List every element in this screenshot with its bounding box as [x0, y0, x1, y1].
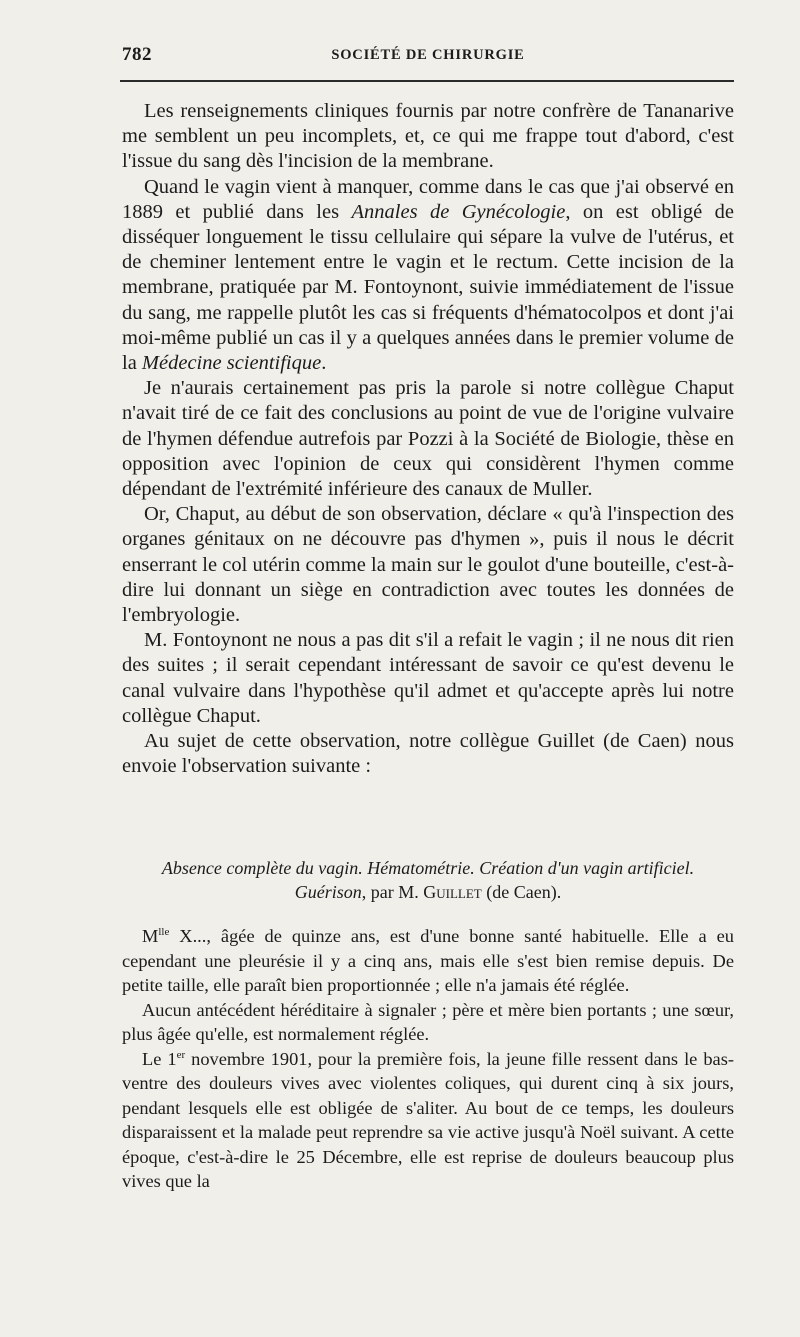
main-text	[122, 99, 734, 779]
observation-p1-text: X..., âgée de quinze ans, est d'une bonne santé habituelle. Elle a eu cependant une pleurésie il y a cinq ans, mais elle s'est bien remise depuis. De petite taille, elle paraît bien proportionnée ; elle n'a jamais été réglée.	[122, 926, 734, 995]
observation-title-line-1: Absence complète du vagin. Hématométrie. Création d'un vagin artificiel.	[161, 858, 695, 878]
observation-title	[122, 856, 734, 904]
paragraph-4: Or, Chaput, au début de son observation, déclare « qu'à l'inspection des organes génitaux on ne découvre pas d'hymen », puis il nous le décrit enserrant le col utérin comme la main sur le goulot d'une bouteille, c'est-à-dire lui donnant un siège en contradiction avec toutes les données de l'embryologie.	[122, 503, 734, 627]
observation-text	[122, 924, 734, 1194]
paragraph-2-text-c: .	[321, 352, 327, 375]
observation-place: (de Caen).	[481, 882, 562, 902]
observation-paragraph-2: Aucun antécédent héréditaire à signaler ; père et mère bien portants ; une sœur, plus âgée qu'elle, est normalement réglée.	[122, 999, 734, 1044]
observation-title-guerison: Guérison	[294, 882, 362, 902]
observation-author: Guillet	[423, 882, 482, 902]
observation-title-line-2	[122, 880, 734, 904]
observation-paragraph-1	[122, 924, 734, 998]
observation-p1-sup: lle	[158, 925, 170, 938]
page-number: 782	[122, 44, 152, 65]
observation-p3-a: Le 1	[142, 1048, 177, 1069]
journal-title-annales: Annales de Gynécologie	[351, 200, 566, 223]
paragraph-2-text-b: , on est obligé de disséquer longuement le tissu cellulaire qui sépare la vulve de l'utérus, et de cheminer lentement entre le vagin et le rectum. Cette incision de la membrane, pratiquée par M. Fontoynont, suivie immédiatement de l'issue du sang, me rappelle plutôt les cas si fréquents d'hématocolpos et dont j'ai moi-même publié un cas il y a quelques années dans le premier volume de la	[122, 200, 734, 375]
observation-p3-b: novembre 1901, pour la première fois, la jeune fille ressent dans le bas-ventre des douleurs vives avec violentes coliques, qui durent cinq à six jours, pendant lesquels elle est obligée de s'aliter. Au bout de ce temps, les douleurs disparaissent et la malade peut reprendre sa vie active jusqu'à Noël suivant. A cette époque, c'est-à-dire le 25 Décembre, elle est reprise de douleurs beaucoup plus vives que la	[122, 1048, 734, 1191]
paragraph-5: M. Fontoynont ne nous a pas dit s'il a refait le vagin ; il ne nous dit rien des suites ; il serait cependant intéressant de savoir ce qu'est devenu le canal vulvaire dans l'hypothèse qu'il admet et qu'accepte après lui notre collègue Chaput.	[122, 629, 734, 727]
paragraph-2-text-a: Quand le vagin vient à manquer, comme dans le cas que j'ai observé en 1889 et publié dans les	[122, 175, 734, 223]
observation-paragraph-3	[122, 1047, 734, 1194]
paragraph-1: Les renseignements cliniques fournis par notre confrère de Tananarive me semblent un peu incomplets, et, ce qui me frappe tout d'abord, c'est l'issue du sang dès l'incision de la membrane.	[122, 100, 734, 173]
observation-p3-sup: er	[176, 1048, 186, 1061]
observation-p1-m: M	[142, 926, 159, 946]
header-rule	[120, 80, 734, 82]
observation-title-par: , par M.	[361, 882, 424, 902]
running-head: SOCIÉTÉ DE CHIRURGIE	[331, 47, 525, 63]
paragraph-6: Au sujet de cette observation, notre collègue Guillet (de Caen) nous envoie l'observation suivante :	[122, 730, 734, 778]
paragraph-2	[122, 175, 734, 377]
page-header	[122, 44, 734, 68]
paragraph-3: Je n'aurais certainement pas pris la parole si notre collègue Chaput n'avait tiré de ce fait des conclusions au point de vue de l'origine vulvaire de l'hymen défendue autrefois par Pozzi à la Société de Biologie, thèse en opposition avec l'opinion de ceux qui considèrent l'hymen comme dépendant de l'extrémité inférieure des canaux de Muller.	[122, 377, 734, 501]
journal-title-medecine: Médecine scientifique	[141, 352, 322, 375]
